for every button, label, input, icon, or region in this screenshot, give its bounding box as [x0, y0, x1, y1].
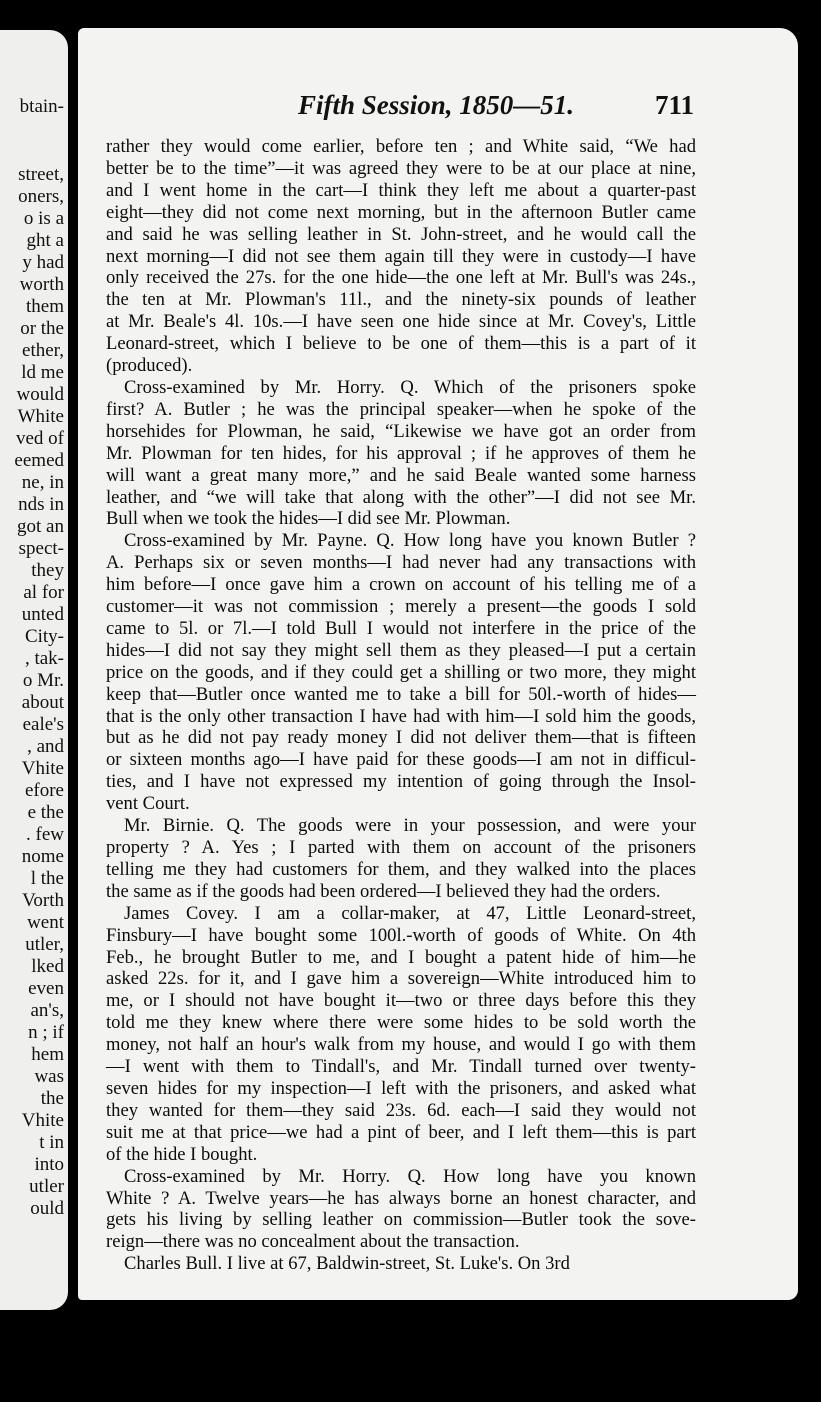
text-line: next morning—I did not see them again till they were in custody—I have [106, 245, 696, 267]
text-line: leather, and “we will take that along with the other”—I did not see Mr. [106, 486, 696, 508]
text-line: —I went with them to Tindall's, and Mr. Tindall turned over twenty- [106, 1056, 696, 1078]
text-line: (produced). [106, 355, 193, 377]
text-line: A. Perhaps six or seven months—I had never had any transactions with [106, 552, 696, 574]
text-line: telling me they had customers for them, and they walked into the places [106, 858, 696, 880]
facing-page-fragment: an's, [30, 1000, 64, 1021]
text-line: of the hide I bought. [106, 1143, 258, 1165]
text-line: Cross-examined by Mr. Payne. Q. How long have you known Butler ? [124, 530, 696, 552]
text-line: better be to the time”—it was agreed they were to be at our place at nine, [106, 157, 696, 179]
running-head: Fifth Session, 1850—51. [298, 90, 575, 120]
text-line: horsehides for Plowman, he said, “Likewise we have got an order from [106, 420, 696, 442]
text-line: gets his living by selling leather on commission—Butler took the sove- [106, 1209, 696, 1231]
book-page [78, 28, 798, 1300]
facing-page-fragment: oners, [18, 186, 64, 207]
facing-page-fragment: would [16, 384, 64, 405]
paragraph [106, 1166, 696, 1254]
facing-page-fragment: , and [27, 736, 64, 757]
facing-page-fragment: spect- [18, 538, 64, 559]
text-line: Leonard-street, which I believe to be one of them—this is a part of it [106, 333, 696, 355]
facing-page-fragment: y had [22, 252, 64, 273]
text-line: asked 22s. for it, and I gave him a sovereign—White introduced him to [106, 968, 696, 990]
facing-page-fragment: into [34, 1154, 64, 1175]
text-line: Bull when we took the hides—I did see Mr. Plowman. [106, 508, 511, 530]
facing-page-fragment: nome [21, 846, 64, 867]
text-line: Cross-examined by Mr. Horry. Q. How long have you known [124, 1165, 696, 1187]
facing-page-fragment: was [34, 1066, 64, 1087]
paragraph [106, 815, 696, 903]
facing-page-fragment: o Mr. [22, 670, 64, 691]
text-line: at Mr. Beale's 4l. 10s.—I have seen one hide since at Mr. Covey's, Little [106, 311, 696, 333]
paragraph [106, 377, 696, 530]
facing-page-fragment: White [17, 406, 64, 427]
text-line: will want a great many more,” and he said Beale wanted some harness [106, 464, 696, 486]
text-line: Finsbury—I have bought some 100l.-worth of goods of White. On 4th [106, 924, 696, 946]
text-line: that is the only other transaction I have had with him—I sold him the goods, [106, 705, 696, 727]
facing-page-fragment: n ; if [28, 1022, 64, 1043]
facing-page-fragment: about [21, 692, 64, 713]
facing-page-fragment: got an [17, 516, 64, 537]
text-line: keep that—Butler once wanted me to take a bill for 50l.-worth of hides— [106, 683, 696, 705]
facing-page-fragment: ght a [26, 230, 64, 251]
text-line: the ten at Mr. Plowman's 11l., and the ninety-six pounds of leather [106, 289, 696, 311]
page-header [78, 90, 798, 130]
facing-page-fragment: eale's [22, 714, 64, 735]
paragraph [106, 903, 696, 1166]
facing-page-fragment: worth [19, 274, 64, 295]
facing-page-fragment: lked [31, 956, 64, 977]
paragraph [106, 136, 696, 377]
facing-page-fragment: l the [30, 868, 64, 889]
facing-page-fragment: t in [39, 1132, 64, 1153]
text-line: eight—they did not come next morning, but in the afternoon Butler came [106, 201, 696, 223]
facing-page-fragment: City- [24, 626, 64, 647]
text-line: told me they knew where there were some hides to be sold worth the [106, 1012, 696, 1034]
facing-page-fragment: btain- [19, 96, 64, 117]
text-line: rather they would come earlier, before ten ; and White said, “We had [106, 136, 696, 157]
text-line: Charles Bull. I live at 67, Baldwin-street, St. Luke's. On 3rd [124, 1253, 570, 1275]
page-number: 711 [654, 90, 694, 120]
text-line: suit me at that price—we had a pint of beer, and I left them—this is part [106, 1121, 696, 1143]
facing-page-fragment: Vorth [22, 890, 64, 911]
facing-page-fragment: o is a [23, 208, 64, 229]
paragraph [106, 1253, 696, 1275]
facing-page-fragment: , tak- [24, 648, 64, 669]
facing-page-fragment: Vhite [21, 1110, 64, 1131]
text-line: and said he was selling leather in St. John-street, and he would call the [106, 223, 696, 245]
facing-page-fragment: street, [18, 164, 64, 185]
facing-page-edge [0, 30, 68, 1310]
facing-page-fragment: they [31, 560, 64, 581]
text-line: Cross-examined by Mr. Horry. Q. Which of the prisoners spoke [124, 376, 696, 398]
facing-page-fragment: went [27, 912, 64, 933]
facing-page-fragment: . few [26, 824, 64, 845]
text-line: only received the 27s. for the one hide—the one left at Mr. Bull's was 24s., [106, 267, 696, 289]
facing-page-fragment: them [26, 296, 64, 317]
text-line: price on the goods, and if they could get a shilling or two more, they might [106, 661, 696, 683]
text-line: came to 5l. or 7l.—I told Bull I would not interfere in the price of the [106, 617, 696, 639]
text-line: vent Court. [106, 793, 190, 815]
text-line: and I went home in the cart—I think they left me about a quarter-past [106, 179, 696, 201]
text-line: Feb., he brought Butler to me, and I bought a patent hide of him—he [106, 946, 696, 968]
text-line: property ? A. Yes ; I parted with them on account of the prisoners [106, 837, 696, 858]
text-line: James Covey. I am a collar-maker, at 47, Little Leonard-street, [124, 902, 696, 924]
text-line: Mr. Birnie. Q. The goods were in your possession, and were your [124, 815, 696, 837]
text-line: hides—I did not say they might sell them as they pleased—I put a certain [106, 639, 696, 661]
text-line: they wanted for them—they said 23s. 6d. each—I said they would not [106, 1099, 696, 1121]
text-line: or sixteen months ago—I have paid for these goods—I am not in difficul- [106, 749, 696, 771]
facing-page-fragment: ether, [22, 340, 64, 361]
facing-page-fragment: ved of [15, 428, 64, 449]
text-line: first? A. Butler ; he was the principal speaker—when he spoke of the [106, 398, 696, 420]
facing-page-fragment: the [40, 1088, 64, 1109]
text-line: but as he did not pay ready money I did not deliver them—that is fifteen [106, 727, 696, 749]
text-line: the same as if the goods had been ordered—I believed they had the orders. [106, 880, 661, 902]
facing-page-fragment: efore [24, 780, 64, 801]
facing-page-fragment: nds in [18, 494, 64, 515]
facing-page-fragment: ld me [21, 362, 64, 383]
text-line: ties, and I have not expressed my intention of going through the Insol- [106, 771, 696, 793]
text-line: White ? A. Twelve years—he has always borne an honest character, and [106, 1187, 696, 1209]
facing-page-fragment: e the [27, 802, 64, 823]
facing-page-fragment: Vhite [21, 758, 64, 779]
facing-page-fragment: unted [21, 604, 64, 625]
facing-page-fragment: even [28, 978, 64, 999]
text-line: seven hides for my inspection—I left with the prisoners, and asked what [106, 1077, 696, 1099]
facing-page-fragment: al for [23, 582, 64, 603]
facing-page-fragment: eemed [14, 450, 64, 471]
text-line: him before—I once gave him a crown on account of his telling me of a [106, 574, 696, 596]
facing-page-fragment: hem [31, 1044, 64, 1065]
paragraph [106, 530, 696, 815]
text-line: money, not half an hour's walk from my house, and would I go with them [106, 1034, 696, 1056]
text-line: reign—there was no concealment about the transaction. [106, 1231, 520, 1253]
text-line: Mr. Plowman for ten hides, for his approval ; if he approves of them he [106, 442, 696, 464]
facing-page-fragment: ould [30, 1198, 64, 1219]
text-line: customer—it was not commission ; merely a present—the goods I sold [106, 596, 696, 618]
facing-page-fragment: ne, in [21, 472, 64, 493]
body-text [106, 136, 696, 1275]
text-line: me, or I should not have bought it—two or three days before this they [106, 990, 696, 1012]
scan-border [0, 1320, 821, 1402]
facing-page-fragment: utler [29, 1176, 64, 1197]
facing-page-fragment: or the [20, 318, 64, 339]
facing-page-fragment: utler, [25, 934, 64, 955]
